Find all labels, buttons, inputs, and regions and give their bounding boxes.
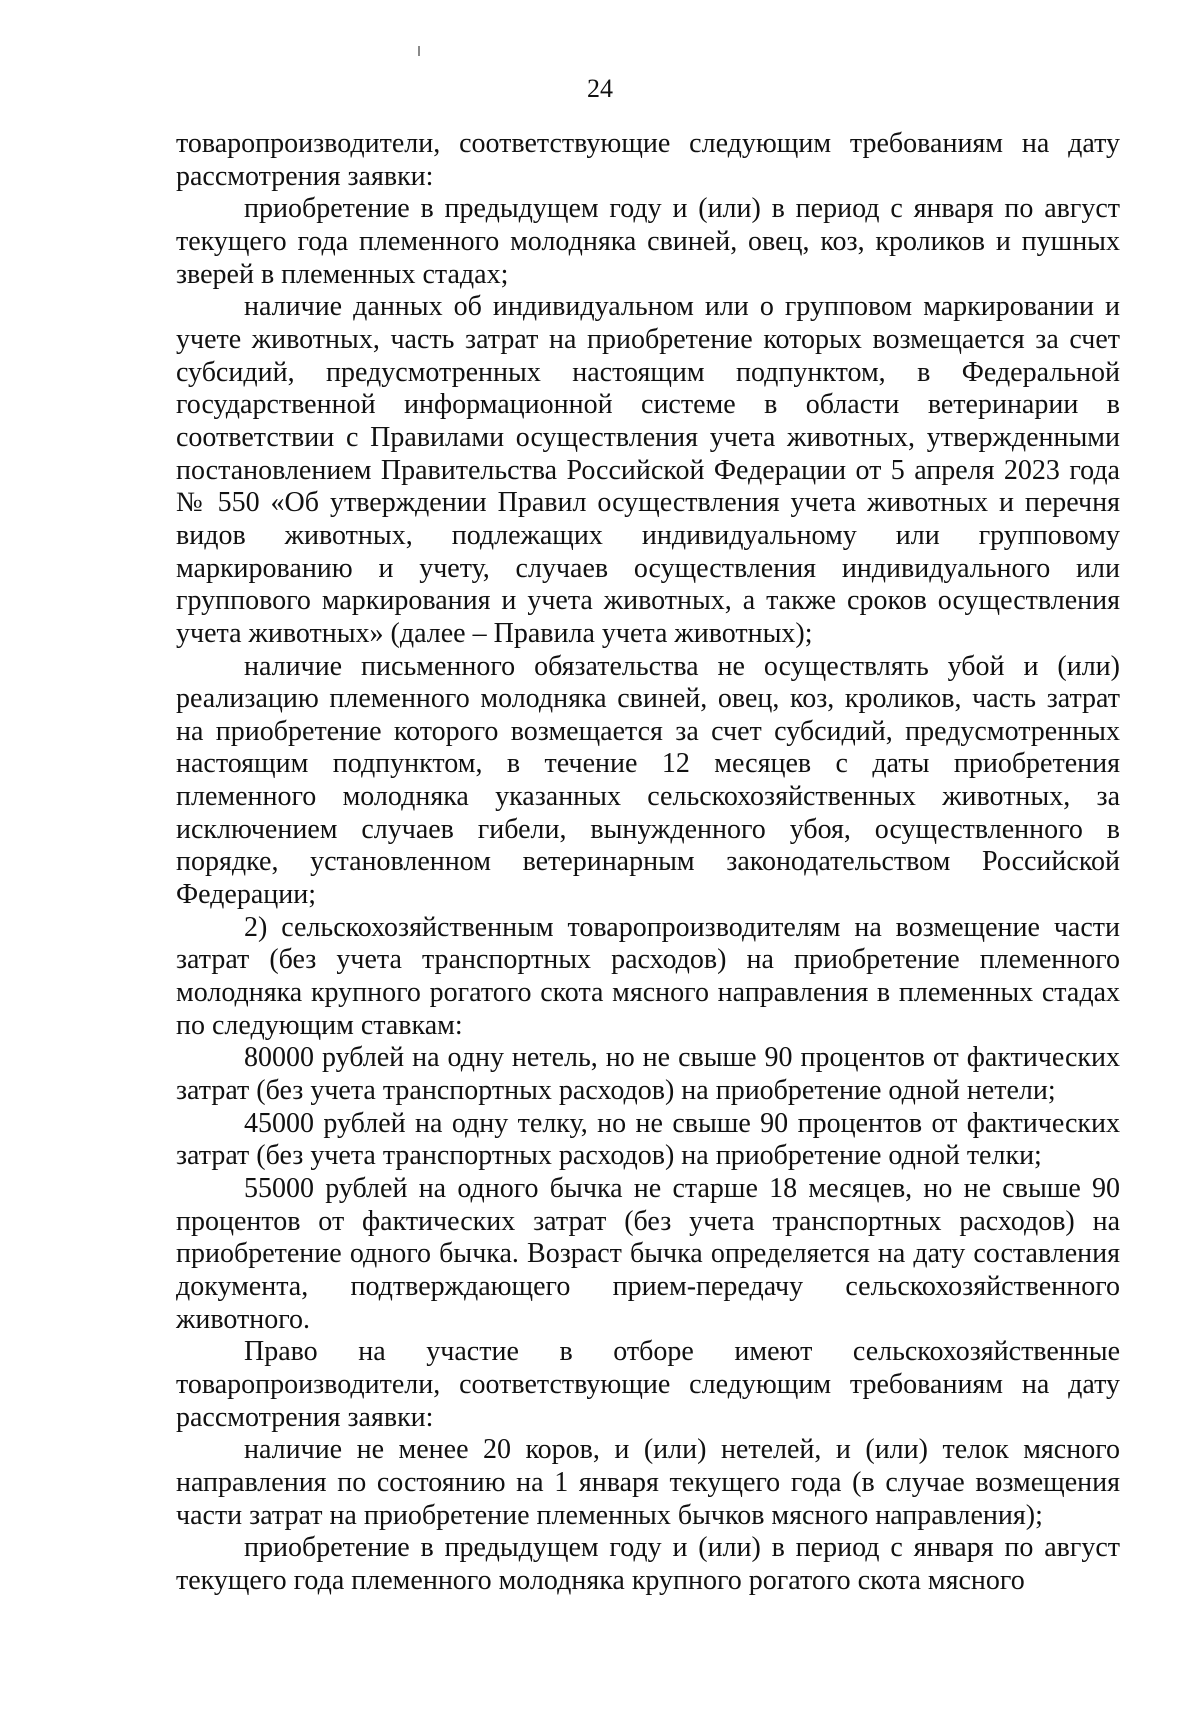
- page-number: 24: [587, 74, 613, 103]
- paragraph-1: товаропроизводители, соответствующие следующим требованиям на дату рассмотрения заявки:: [176, 128, 1120, 192]
- paragraph-8: 55000 рублей на одного бычка не старше 18 месяцев, но не свыше 90 процентов от фактических затрат (без учета транспортных расходов) на приобретение одного бычка. Возраст бычка определяется на дату составления документа, подтверждающего прием-передачу сельскохозяйственного животного.: [176, 1173, 1120, 1335]
- paragraph-7: 45000 рублей на одну телку, но не свыше 90 процентов от фактических затрат (без учета транспортных расходов) на приобретение одной телки;: [176, 1107, 1120, 1172]
- paragraph-11: приобретение в предыдущем году и (или) в период с января по август текущего года племенного молодняка крупного рогатого скота мясного: [176, 1532, 1120, 1596]
- paragraph-6: 80000 рублей на одну нетель, но не свыше 90 процентов от фактических затрат (без учета транспортных расходов) на приобретение одной нетели;: [176, 1042, 1120, 1107]
- paragraph-9: Право на участие в отборе имеют сельскохозяйственные товаропроизводители, соответствующие следующим требованиям на дату рассмотрения заявки:: [176, 1336, 1120, 1433]
- paragraph-10: наличие не менее 20 коров, и (или) нетелей, и (или) телок мясного направления по состоянию на 1 января текущего года (в случае возмещения части затрат на приобретение племенных бычков мясного направления);: [176, 1434, 1120, 1531]
- document-body: [176, 128, 1120, 1598]
- scan-speck: [418, 46, 420, 56]
- paragraph-3: наличие данных об индивидуальном или о групповом маркировании и учете животных, часть затрат на приобретение которых возмещается за счет субсидий, предусмотренных настоящим подпунктом, в Федеральной государственной информационной системе в области ветеринарии в соответствии с Правилами осуществления учета животных, утвержденными постановлением Правительства Российской Федерации от 5 апреля 2023 года № 550 «Об утверждении Правил осуществления учета животных и перечня видов животных, подлежащих индивидуальному или групповому маркированию и учету, случаев осуществления индивидуального или группового маркирования и учета животных, а также сроков осуществления учета животных» (далее – Правила учета животных);: [176, 291, 1120, 649]
- paragraph-5: 2) сельскохозяйственным товаропроизводителям на возмещение части затрат (без учета транспортных расходов) на приобретение племенного молодняка крупного рогатого скота мясного направления в племенных стадах по следующим ставкам:: [176, 911, 1120, 1041]
- paragraph-2: приобретение в предыдущем году и (или) в период с января по август текущего года племенного молодняка свиней, овец, коз, кроликов и пушных зверей в племенных стадах;: [176, 193, 1120, 290]
- paragraph-4: наличие письменного обязательства не осуществлять убой и (или) реализацию племенного молодняка свиней, овец, коз, кроликов, часть затрат на приобретение которого возмещается за счет субсидий, предусмотренных настоящим подпунктом, в течение 12 месяцев с даты приобретения племенного молодняка указанных сельскохозяйственных животных, за исключением случаев гибели, вынужденного убоя, осуществленного в порядке, установленном ветеринарным законодательством Российской Федерации;: [176, 650, 1120, 911]
